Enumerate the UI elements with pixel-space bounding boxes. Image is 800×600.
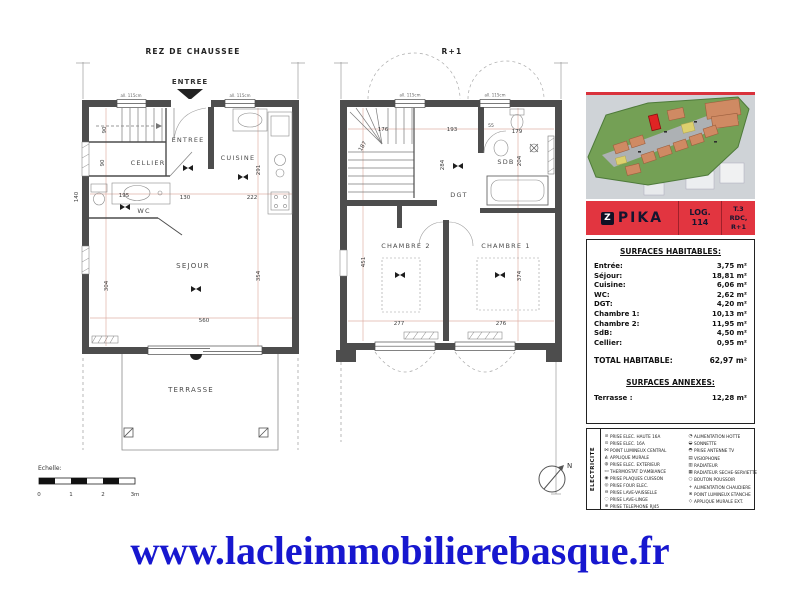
annex-row: [594, 394, 747, 404]
pika-logo-icon: Z: [601, 212, 614, 225]
legend-label: POINT LUMINEUX ETANCHE: [694, 491, 751, 497]
window-sill-note: all. 115cm: [399, 92, 421, 98]
legend-label: APPLIQUE MURALE: [610, 455, 650, 460]
scale-tick-0: 0: [37, 492, 41, 498]
entrance-label: ENTREE: [171, 78, 209, 86]
dim-304: 304: [104, 280, 110, 292]
legend-icon: ◇: [688, 498, 693, 504]
surface-row: [594, 329, 747, 339]
surface-value: 0,95 m²: [716, 338, 747, 347]
room-sejour: SEJOUR: [176, 262, 210, 270]
surface-label: SdB:: [594, 329, 613, 338]
unit-type: T.3: [733, 204, 744, 213]
legend-label: ALIMENTATION HOTTE: [694, 434, 741, 439]
surface-value: 11,95 m²: [712, 319, 747, 328]
log-number: 114: [691, 218, 709, 227]
surface-value: 3,75 m²: [716, 262, 747, 270]
surface-label: Entrée:: [594, 262, 623, 270]
surface-value: 2,62 m²: [716, 290, 747, 299]
legend-icon: ⊗: [688, 491, 693, 497]
legend-label: PRISE FOUR ELEC.: [610, 483, 649, 488]
legend-label: APPLIQUE MURALE EXT.: [694, 498, 744, 504]
surface-label: Chambre 2:: [594, 319, 640, 328]
legend-icon: ⋈: [604, 448, 609, 453]
legend-label: ALIMENTATION CHAUDIERE: [694, 484, 751, 490]
surface-label: Cuisine:: [594, 281, 626, 290]
dim-179: 179: [511, 129, 523, 135]
legend-label: SONNETTE: [694, 441, 717, 447]
legend-left-column: [603, 433, 687, 509]
room-wc: WC: [137, 207, 151, 215]
legend-icon: ▦: [688, 470, 693, 476]
surface-value: 18,81 m²: [712, 271, 747, 280]
dim-90a: 90: [102, 126, 108, 134]
ceiling-light-icons-r1: [395, 163, 505, 278]
window-sill-note: all. 115cm: [484, 92, 506, 98]
surface-row: [594, 310, 747, 320]
legend-label: PRISE ELEC. HAUTE 16A: [610, 434, 661, 439]
total-value: 62,97 m²: [709, 356, 747, 366]
surfaces-box: [586, 239, 755, 424]
dim-195: 195: [118, 193, 130, 199]
legend-label: RADIATEUR SECHE-SERVIETTE: [694, 470, 758, 476]
surface-label: DGT:: [594, 300, 613, 309]
surfaces-annexes-title: SURFACES ANNEXES:: [626, 378, 715, 388]
scale-tick-3: 3m: [130, 492, 140, 498]
surface-value: 4,20 m²: [716, 300, 747, 309]
first-floor-plan: [334, 47, 572, 494]
legend-label: VISIOPHONE: [694, 455, 721, 461]
legend-icon: ◒: [688, 441, 693, 447]
legend-label: PRISE ELEC. EXTERIEUR: [610, 462, 660, 467]
ceiling-light-icons: [120, 165, 248, 292]
legend-title: ELECTRICITE: [590, 446, 597, 492]
surface-label: Cellier:: [594, 338, 623, 347]
surface-row: [594, 320, 747, 330]
legend-label: PRISE PLAQUES CUISSON: [610, 476, 664, 481]
legend-icon: ◭: [604, 455, 609, 460]
dim-222: 222: [246, 195, 258, 201]
dim-130: 130: [179, 195, 191, 201]
surfaces-habitables-title: SURFACES HABITABLES:: [620, 247, 721, 256]
legend-columns: [601, 429, 759, 509]
info-panel: [586, 92, 758, 510]
unit-floors: RDC, R+1: [729, 213, 748, 231]
room-dgt: DGT: [450, 191, 468, 199]
scale-bar: [37, 465, 139, 498]
chamber-partition: [419, 220, 473, 341]
unit-banner: [586, 201, 755, 235]
surface-label: Chambre 1:: [594, 309, 640, 318]
site-plan-image: [586, 92, 755, 199]
legend-title-cell: [587, 429, 601, 509]
surface-row: [594, 262, 747, 272]
dim-291: 291: [256, 164, 262, 176]
legend-right-column: [687, 433, 757, 505]
legend-icon: ◔: [688, 434, 693, 439]
scale-tick-2: 2: [101, 492, 105, 498]
dim-204: 204: [517, 155, 523, 167]
dim-560: 560: [198, 318, 210, 324]
total-row: [594, 356, 747, 365]
surface-row: [594, 300, 747, 310]
legend-icon: ◉: [604, 476, 609, 481]
dgt-partition: [397, 206, 402, 228]
brand-cell: [586, 201, 679, 235]
room-cellier: CELLIER: [130, 159, 166, 167]
dim-187: 187: [357, 140, 369, 153]
surface-row: [594, 272, 747, 282]
room-sdb: SDB: [497, 158, 515, 166]
legend-icon: ◓: [688, 448, 693, 454]
dim-193: 193: [446, 127, 458, 133]
ground-floor-title: REZ DE CHAUSSEE: [145, 47, 241, 56]
surface-label: Séjour:: [594, 271, 623, 280]
legend-label: PRISE LAVE-VAISSELLE: [610, 490, 658, 495]
radiator: [92, 336, 118, 343]
dimension-lines-r1: [348, 108, 554, 341]
surface-value: 10,13 m²: [712, 309, 747, 318]
entrance-arrow-icon: [177, 89, 203, 100]
agency-website-link[interactable]: www.lacleimmobilierebasque.fr: [130, 528, 670, 573]
ground-floor-plan: [37, 47, 305, 498]
dim-140: 140: [74, 191, 80, 203]
annex-label: Terrasse :: [594, 394, 633, 403]
window-sill-note: all. 115cm: [229, 93, 251, 98]
door-threshold: [190, 354, 202, 360]
room-chambre1: CHAMBRE 1: [481, 242, 531, 250]
room-chambre2: CHAMBRE 2: [381, 242, 431, 250]
legend-label: THERMOSTAT D'AMBIANCE: [610, 469, 667, 474]
electrical-legend: [586, 428, 758, 510]
window-sill-note: all. 115cm: [120, 93, 142, 98]
legend-label: PRISE LAVE-LINGE: [610, 497, 648, 502]
dim-55: 55: [488, 124, 494, 129]
first-floor-title: R+1: [441, 47, 463, 56]
log-label: LOG.: [689, 208, 711, 217]
dim-176: 176: [377, 127, 389, 133]
dim-374: 374: [517, 270, 523, 282]
dim-354: 354: [256, 270, 262, 282]
legend-label: PRISE TELEPHONE RJ45: [610, 504, 660, 509]
surface-label: WC:: [594, 290, 610, 299]
first-stairs: [348, 108, 414, 198]
type-cell: [722, 201, 755, 235]
legend-label: POINT LUMINEUX CENTRAL: [610, 448, 667, 453]
first-outer-walls: [340, 100, 562, 350]
room-terrasse: TERRASSE: [168, 386, 214, 394]
terrace: [122, 354, 278, 450]
log-cell: [679, 201, 722, 235]
dim-276: 276: [495, 321, 507, 327]
radiators-r1: [404, 332, 502, 339]
dim-451: 451: [361, 256, 367, 268]
room-cuisine: CUISINE: [220, 154, 256, 162]
room-entree: ENTREE: [171, 136, 205, 144]
legend-icon: ◍: [604, 462, 609, 467]
legend-label: PRISE ANTENNE TV: [694, 448, 735, 454]
site-plan-aerial: [586, 95, 755, 199]
legend-icon: ▭: [604, 469, 609, 474]
legend-icon: ▤: [688, 455, 693, 461]
legend-icon: ◌: [604, 497, 609, 502]
dim-277: 277: [393, 321, 405, 327]
surface-row: [594, 339, 747, 349]
legend-label: BOUTON POUSSOIR: [694, 477, 736, 483]
legend-label: PRISE ELEC. 16A: [610, 441, 645, 446]
scale-label: Echelle:: [38, 465, 62, 472]
surface-value: 6,06 m²: [716, 281, 747, 290]
surface-row: [594, 281, 747, 291]
north-label: N: [567, 462, 573, 470]
legend-icon: ○: [688, 477, 693, 483]
legend-icon: ⊘: [604, 434, 609, 439]
surface-value: 4,50 m²: [716, 329, 747, 338]
legend-icon: ⊕: [604, 504, 609, 509]
brand-name: PIKA: [617, 210, 664, 226]
stair-partition: [347, 200, 437, 206]
wardrobe-outlines: [382, 258, 539, 312]
legend-icon: ▥: [688, 462, 693, 468]
dim-284: 284: [440, 159, 446, 171]
legend-icon: ⊙: [604, 441, 609, 446]
dim-90b: 90: [100, 159, 106, 167]
north-compass: [539, 462, 572, 492]
scale-tick-1: 1: [69, 492, 73, 498]
annex-value: 12,28 m²: [712, 394, 747, 403]
legend-icon: ◎: [604, 483, 609, 488]
legend-icon: ⊖: [604, 490, 609, 495]
legend-icon: +: [688, 484, 693, 490]
total-label: TOTAL HABITABLE:: [594, 356, 673, 366]
legend-label: RADIATEUR: [694, 462, 718, 468]
surface-row: [594, 291, 747, 301]
